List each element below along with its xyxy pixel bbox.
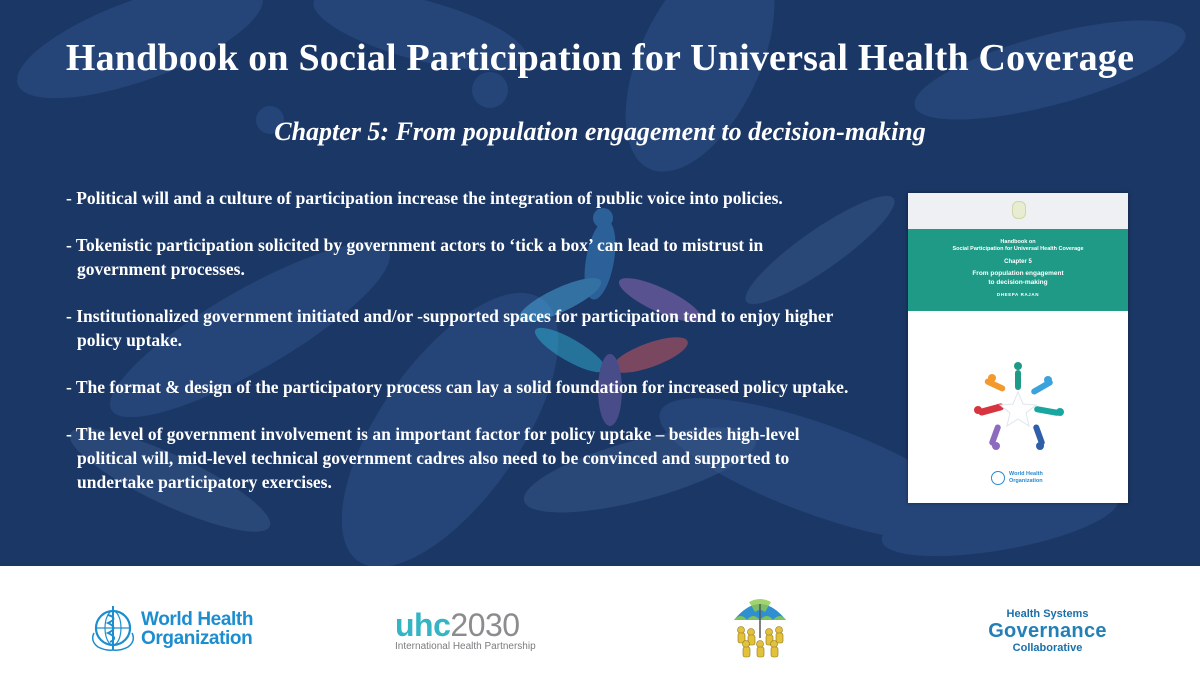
- cover-handbook-title: Social Participation for Universal Health Coverage: [952, 246, 1084, 252]
- cover-people-star-icon: [970, 358, 1066, 454]
- cover-chapter: Chapter 5: [1004, 259, 1032, 265]
- who-name-line2: Organization: [141, 628, 253, 649]
- cover-who-emblem-icon: [991, 471, 1005, 485]
- cover-title-band: [908, 229, 1128, 311]
- cover-title-line1: From population engagement: [972, 270, 1064, 277]
- bullet-list: [66, 186, 856, 517]
- hsg-line2: Governance: [988, 620, 1107, 642]
- cover-handbook-line: Handbook on: [1000, 239, 1036, 245]
- cover-title-line2: to decision-making: [988, 278, 1048, 286]
- who-name-line1: World Health: [141, 609, 254, 630]
- footer-logo-bar: [0, 566, 1200, 675]
- cover-figure-icon: [1012, 201, 1026, 219]
- bullet-item: - The format & design of the participatory process can lay a solid foundation for increased policy uptake.: [66, 377, 849, 397]
- slide-title: Handbook on Social Participation for Universal Health Coverage: [65, 37, 1135, 79]
- cover-header: [908, 193, 1128, 229]
- uhc-subtitle: International Health Partnership: [395, 641, 536, 652]
- hsg-line1: Health Systems: [1006, 608, 1089, 620]
- slide-subtitle: Chapter 5: From population engagement to decision-making: [274, 117, 926, 146]
- hsg-collaborative-logo: [985, 608, 1110, 654]
- hsg-line3: Collaborative: [1012, 642, 1083, 654]
- bullet-item: - The level of government involvement is an important factor for policy uptake – besides high-level political will, mid-level technical government cadres also need to be convinced and supported to undertake participatory exercises.: [66, 424, 800, 492]
- bullet-item: - Tokenistic participation solicited by government actors to ‘tick a box’ can lead to mistrust in government processes.: [66, 235, 764, 279]
- cover-who-line1: World Health: [1009, 471, 1043, 477]
- bullet-item: - Institutionalized government initiated and/or -supported spaces for participation tend to enjoy higher policy uptake.: [66, 306, 834, 350]
- bullet-item: - Political will and a culture of participation increase the integration of public voice into policies.: [66, 188, 783, 208]
- cover-author: DHEEPA RAJAN: [996, 292, 1040, 297]
- umbrella-icon: [731, 594, 789, 658]
- uhc-year: 2030: [450, 607, 520, 643]
- handbook-cover-image: [908, 193, 1128, 503]
- who-emblem-icon: [88, 603, 138, 653]
- cover-who-line2: Organization: [1009, 477, 1043, 484]
- uhc2030-logo: [395, 607, 536, 652]
- uhc-text: uhc: [395, 607, 451, 643]
